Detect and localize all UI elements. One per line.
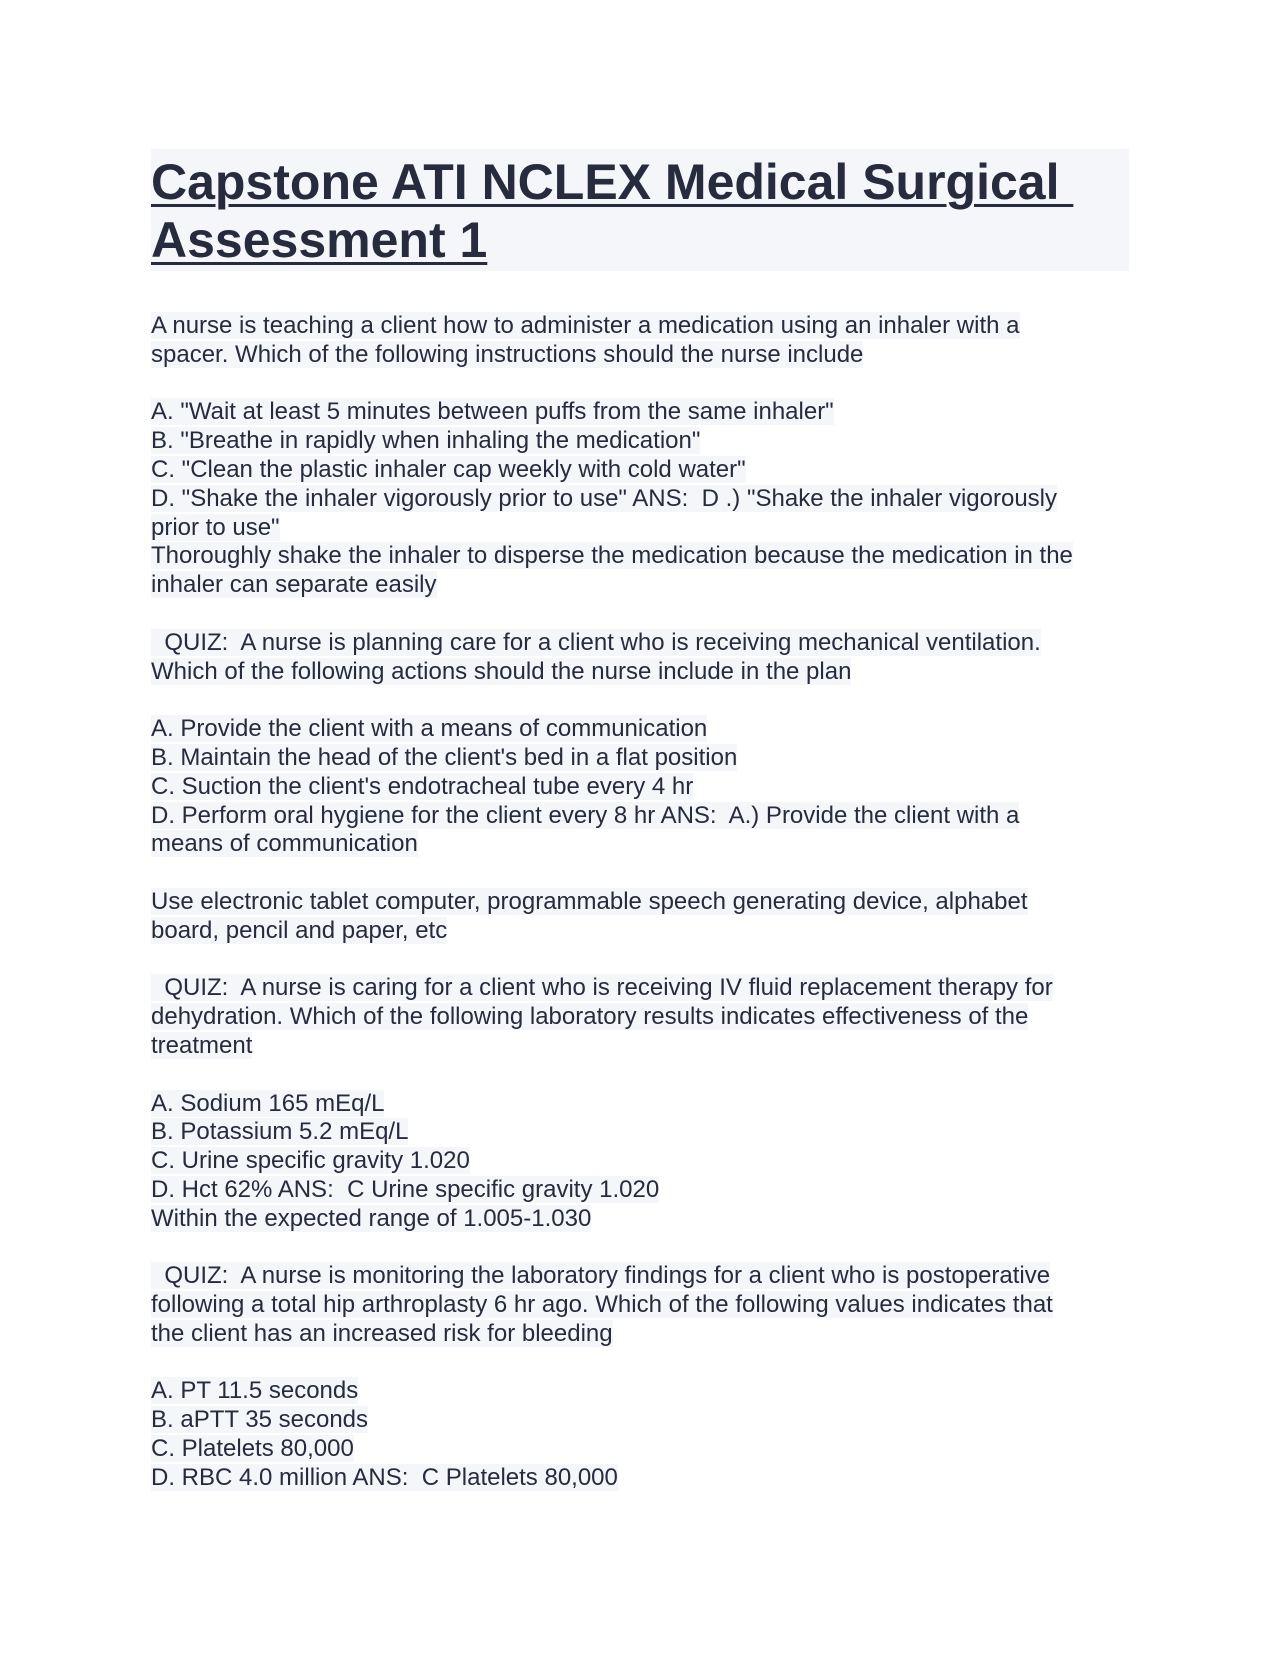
text-line [151,773,1131,802]
text-line [151,1435,1131,1464]
text-line-content: inhaler can separate easily [151,571,437,599]
text-line [151,888,1131,917]
text-line-content: D. RBC 4.0 million ANS: C Platelets 80,000 [151,1463,618,1491]
text-line-content: B. "Breathe in rapidly when inhaling the medication" [151,427,701,455]
text-line [151,1118,1131,1147]
text-line [151,1262,1131,1291]
text-line [151,629,1131,658]
text-line-content: dehydration. Which of the following laboratory results indicates effectiveness of the [151,1003,1029,1031]
text-line [151,830,1131,859]
text-line [151,1464,1131,1493]
paragraph [151,1090,1131,1234]
text-line-content: QUIZ: A nurse is planning care for a client who is receiving mechanical ventilation. [151,628,1041,656]
paragraph-gap [151,1349,1131,1378]
text-line-content: Which of the following actions should the nurse include in the plan [151,657,852,685]
paragraph [151,974,1131,1060]
paragraph-gap [151,600,1131,629]
text-line-content: A. PT 11.5 seconds [151,1377,359,1405]
text-line [151,744,1131,773]
title-line-1: Capstone ATI NCLEX Medical Surgical [151,154,1074,210]
paragraph [151,888,1131,946]
text-line [151,1320,1131,1349]
text-line [151,715,1131,744]
text-line [151,1090,1131,1119]
title-line-2: Assessment 1 [151,212,488,268]
text-line-content: treatment [151,1031,253,1059]
paragraph [151,1377,1131,1492]
text-line [151,542,1131,571]
paragraph-gap [151,946,1131,975]
text-line-content: A. Sodium 165 mEq/L [151,1089,385,1117]
text-line-content: C. Urine specific gravity 1.020 [151,1147,470,1175]
text-line [151,1406,1131,1435]
text-line [151,658,1131,687]
text-line [151,802,1131,831]
text-line-content: Thoroughly shake the inhaler to disperse the medication because the medication in the [151,542,1073,570]
page-title [151,149,1129,271]
paragraph [151,715,1131,859]
text-line-content: D. Perform oral hygiene for the client every 8 hr ANS: A.) Provide the client with a [151,801,1020,829]
document-body [151,312,1131,1493]
paragraph-gap [151,1061,1131,1090]
text-line-content: following a total hip arthroplasty 6 hr ago. Which of the following values indicates that [151,1291,1053,1319]
text-line [151,341,1131,370]
text-line-content: board, pencil and paper, etc [151,916,448,944]
text-line-content: D. Hct 62% ANS: C Urine specific gravity 1.020 [151,1175,660,1203]
text-line [151,485,1131,514]
text-line-content: C. Suction the client's endotracheal tube every 4 hr [151,772,694,800]
paragraph-gap [151,686,1131,715]
text-line-content: B. aPTT 35 seconds [151,1406,369,1434]
paragraph-gap [151,859,1131,888]
text-line-content: D. "Shake the inhaler vigorously prior to use" ANS: D .) "Shake the inhaler vigorously [151,484,1057,512]
text-line-content: B. Potassium 5.2 mEq/L [151,1118,409,1146]
text-line-content: C. "Clean the plastic inhaler cap weekly with cold water" [151,455,746,483]
paragraph-gap [151,1234,1131,1263]
text-line-content: A. "Wait at least 5 minutes between puffs from the same inhaler" [151,398,834,426]
text-line-content: spacer. Which of the following instructions should the nurse include [151,340,864,368]
text-line-content: A nurse is teaching a client how to administer a medication using an inhaler with a [151,312,1020,339]
text-line-content: QUIZ: A nurse is caring for a client who is receiving IV fluid replacement therapy for [151,974,1053,1002]
text-line-content: prior to use" [151,513,280,541]
text-line [151,1291,1131,1320]
text-line [151,571,1131,600]
text-line-content: Use electronic tablet computer, programmable speech generating device, alphabet [151,887,1028,915]
text-line-content: QUIZ: A nurse is monitoring the laboratory findings for a client who is postoperative [151,1262,1051,1290]
paragraph [151,629,1131,687]
text-line [151,1003,1131,1032]
paragraph-gap [151,370,1131,399]
document-page [151,149,1131,1493]
text-line [151,1205,1131,1234]
text-line [151,974,1131,1003]
text-line [151,427,1131,456]
paragraph [151,312,1131,370]
text-line [151,1147,1131,1176]
text-line [151,1032,1131,1061]
text-line-content: C. Platelets 80,000 [151,1435,354,1463]
text-line [151,398,1131,427]
text-line-content: means of communication [151,830,418,858]
text-line [151,917,1131,946]
text-line-content: the client has an increased risk for bleeding [151,1319,613,1347]
paragraph [151,1262,1131,1348]
text-line-content: A. Provide the client with a means of communication [151,715,708,743]
paragraph [151,398,1131,600]
text-line [151,312,1131,341]
text-line [151,514,1131,543]
text-line [151,1377,1131,1406]
text-line-content: B. Maintain the head of the client's bed in a flat position [151,743,738,771]
text-line-content: Within the expected range of 1.005-1.030 [151,1204,592,1232]
text-line [151,1176,1131,1205]
text-line [151,456,1131,485]
